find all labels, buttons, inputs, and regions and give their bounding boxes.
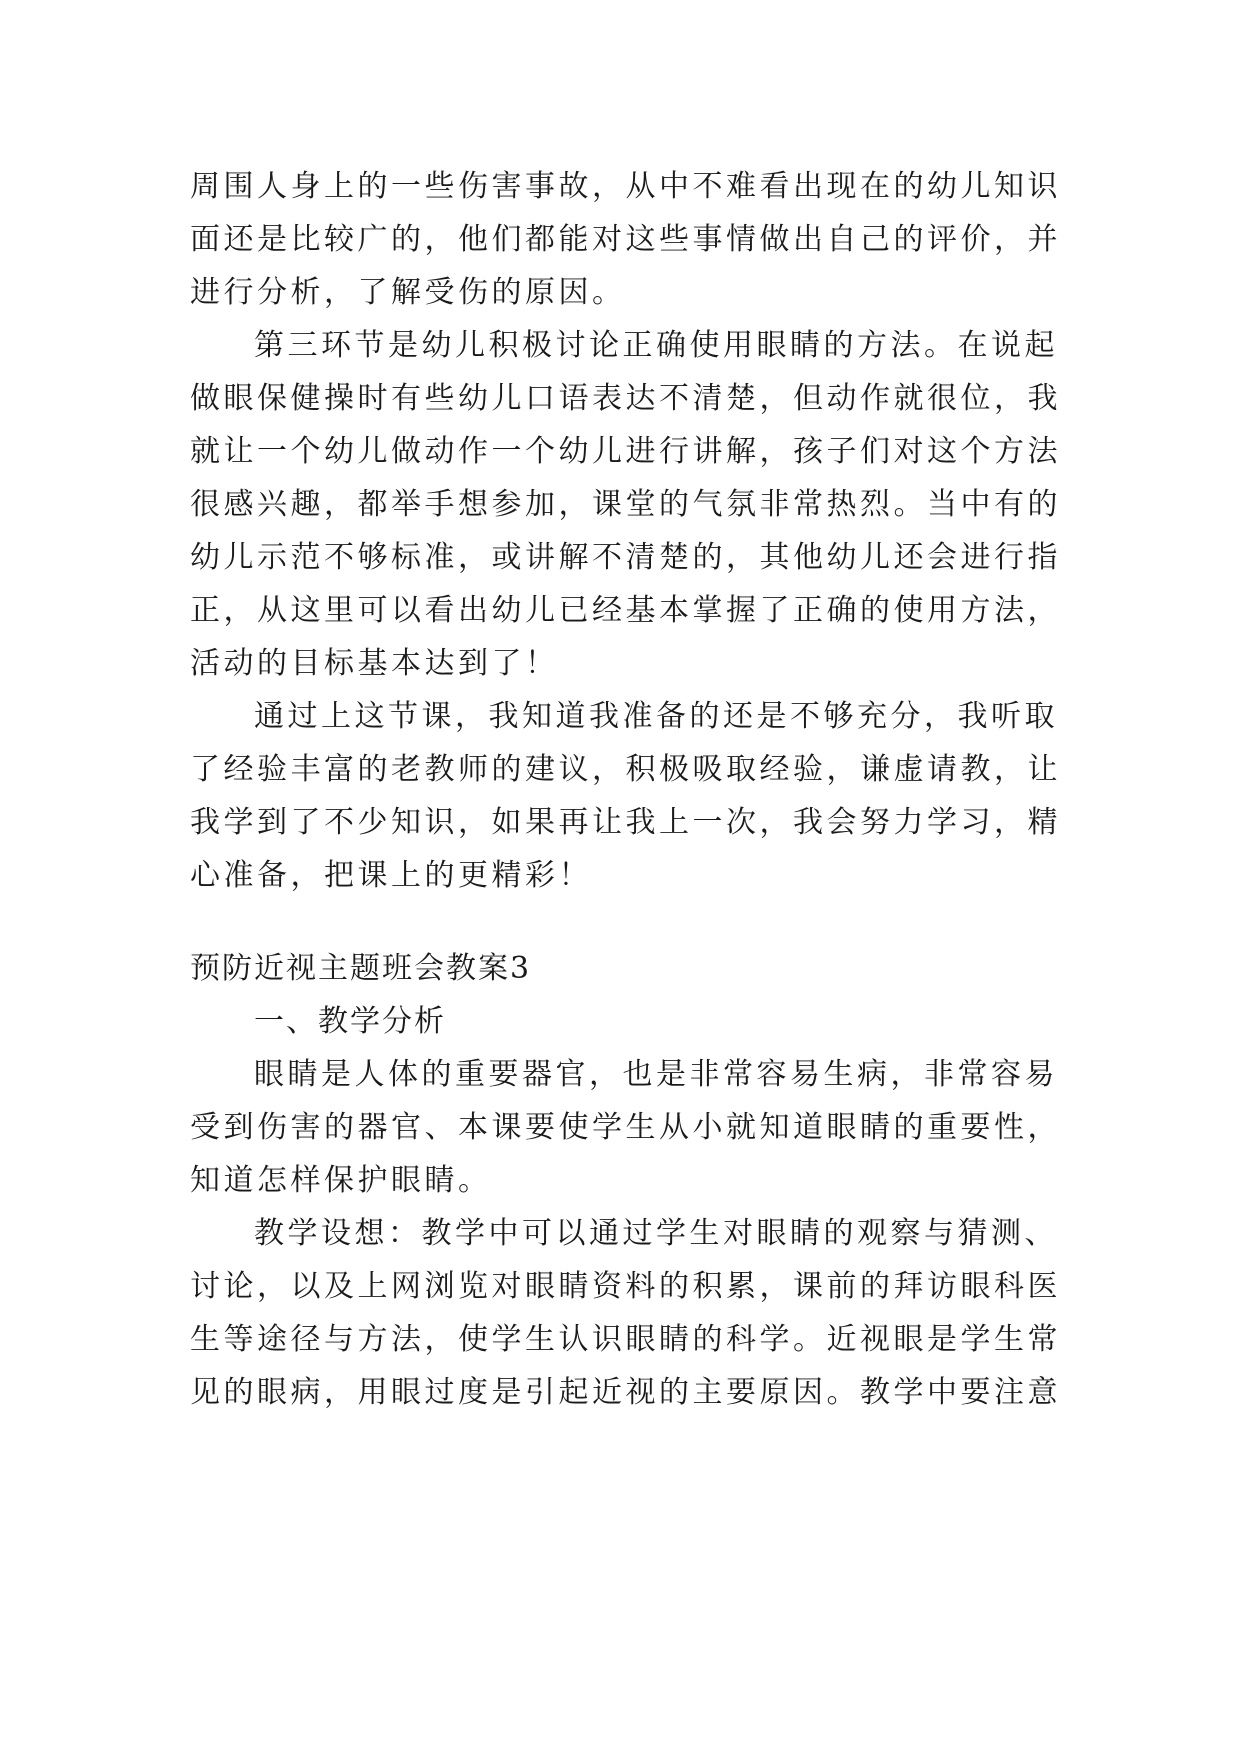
document-page: [190, 160, 1061, 1419]
text-line: 活动的目标基本达到了！: [190, 646, 559, 681]
text-line: 周围人身上的一些伤害事故，从中不难看出现在的幼儿知识: [190, 169, 1061, 204]
text-line: 幼儿示范不够标准，或讲解不清楚的，其他幼儿还会进行指: [190, 540, 1061, 575]
text-line: 就让一个幼儿做动作一个幼儿进行讲解，孩子们对这个方法: [190, 434, 1061, 469]
text-line: 眼睛是人体的重要器官，也是非常容易生病，非常容易: [254, 1057, 1058, 1092]
text-line: 讨论，以及上网浏览对眼睛资料的积累，课前的拜访眼科医: [190, 1269, 1061, 1304]
text-line: 知道怎样保护眼睛。: [190, 1163, 492, 1198]
subheading: 一、教学分析: [254, 1004, 446, 1039]
paragraph-teaching-idea: [190, 1207, 1061, 1419]
text-line: 第三环节是幼儿积极讨论正确使用眼睛的方法。在说起: [254, 328, 1058, 363]
text-line: 很感兴趣，都举手想参加，课堂的气氛非常热烈。当中有的: [190, 487, 1061, 522]
paragraph-third-session: [190, 319, 1061, 690]
text-line: 受到伤害的器官、本课要使学生从小就知道眼睛的重要性，: [190, 1110, 1061, 1145]
text-line: 教学设想：教学中可以通过学生对眼睛的观察与猜测、: [254, 1216, 1058, 1251]
section-spacer: [190, 902, 1050, 942]
text-line: 进行分析，了解受伤的原因。: [190, 275, 626, 310]
text-line: 我学到了不少知识，如果再让我上一次，我会努力学习，精: [190, 805, 1061, 840]
text-line: 见的眼病，用眼过度是引起近视的主要原因。教学中要注意: [190, 1375, 1061, 1410]
text-line: 面还是比较广的，他们都能对这些事情做出自己的评价，并: [190, 222, 1061, 257]
text-line: 通过上这节课，我知道我准备的还是不够充分，我听取: [254, 699, 1058, 734]
text-line: 做眼保健操时有些幼儿口语表达不清楚，但动作就很位，我: [190, 381, 1061, 416]
text-line: 了经验丰富的老教师的建议，积极吸取经验，谦虚请教，让: [190, 752, 1061, 787]
paragraph-injury-analysis: [190, 160, 1061, 319]
paragraph-eye-importance: [190, 1048, 1061, 1207]
text-line: 生等途径与方法，使学生认识眼睛的科学。近视眼是学生常: [190, 1322, 1061, 1357]
section-title: 预防近视主题班会教案3: [190, 951, 532, 986]
paragraph-reflection: [190, 690, 1061, 902]
text-line: 心准备，把课上的更精彩！: [190, 858, 592, 893]
text-line: 正，从这里可以看出幼儿已经基本掌握了正确的使用方法，: [190, 593, 1061, 628]
